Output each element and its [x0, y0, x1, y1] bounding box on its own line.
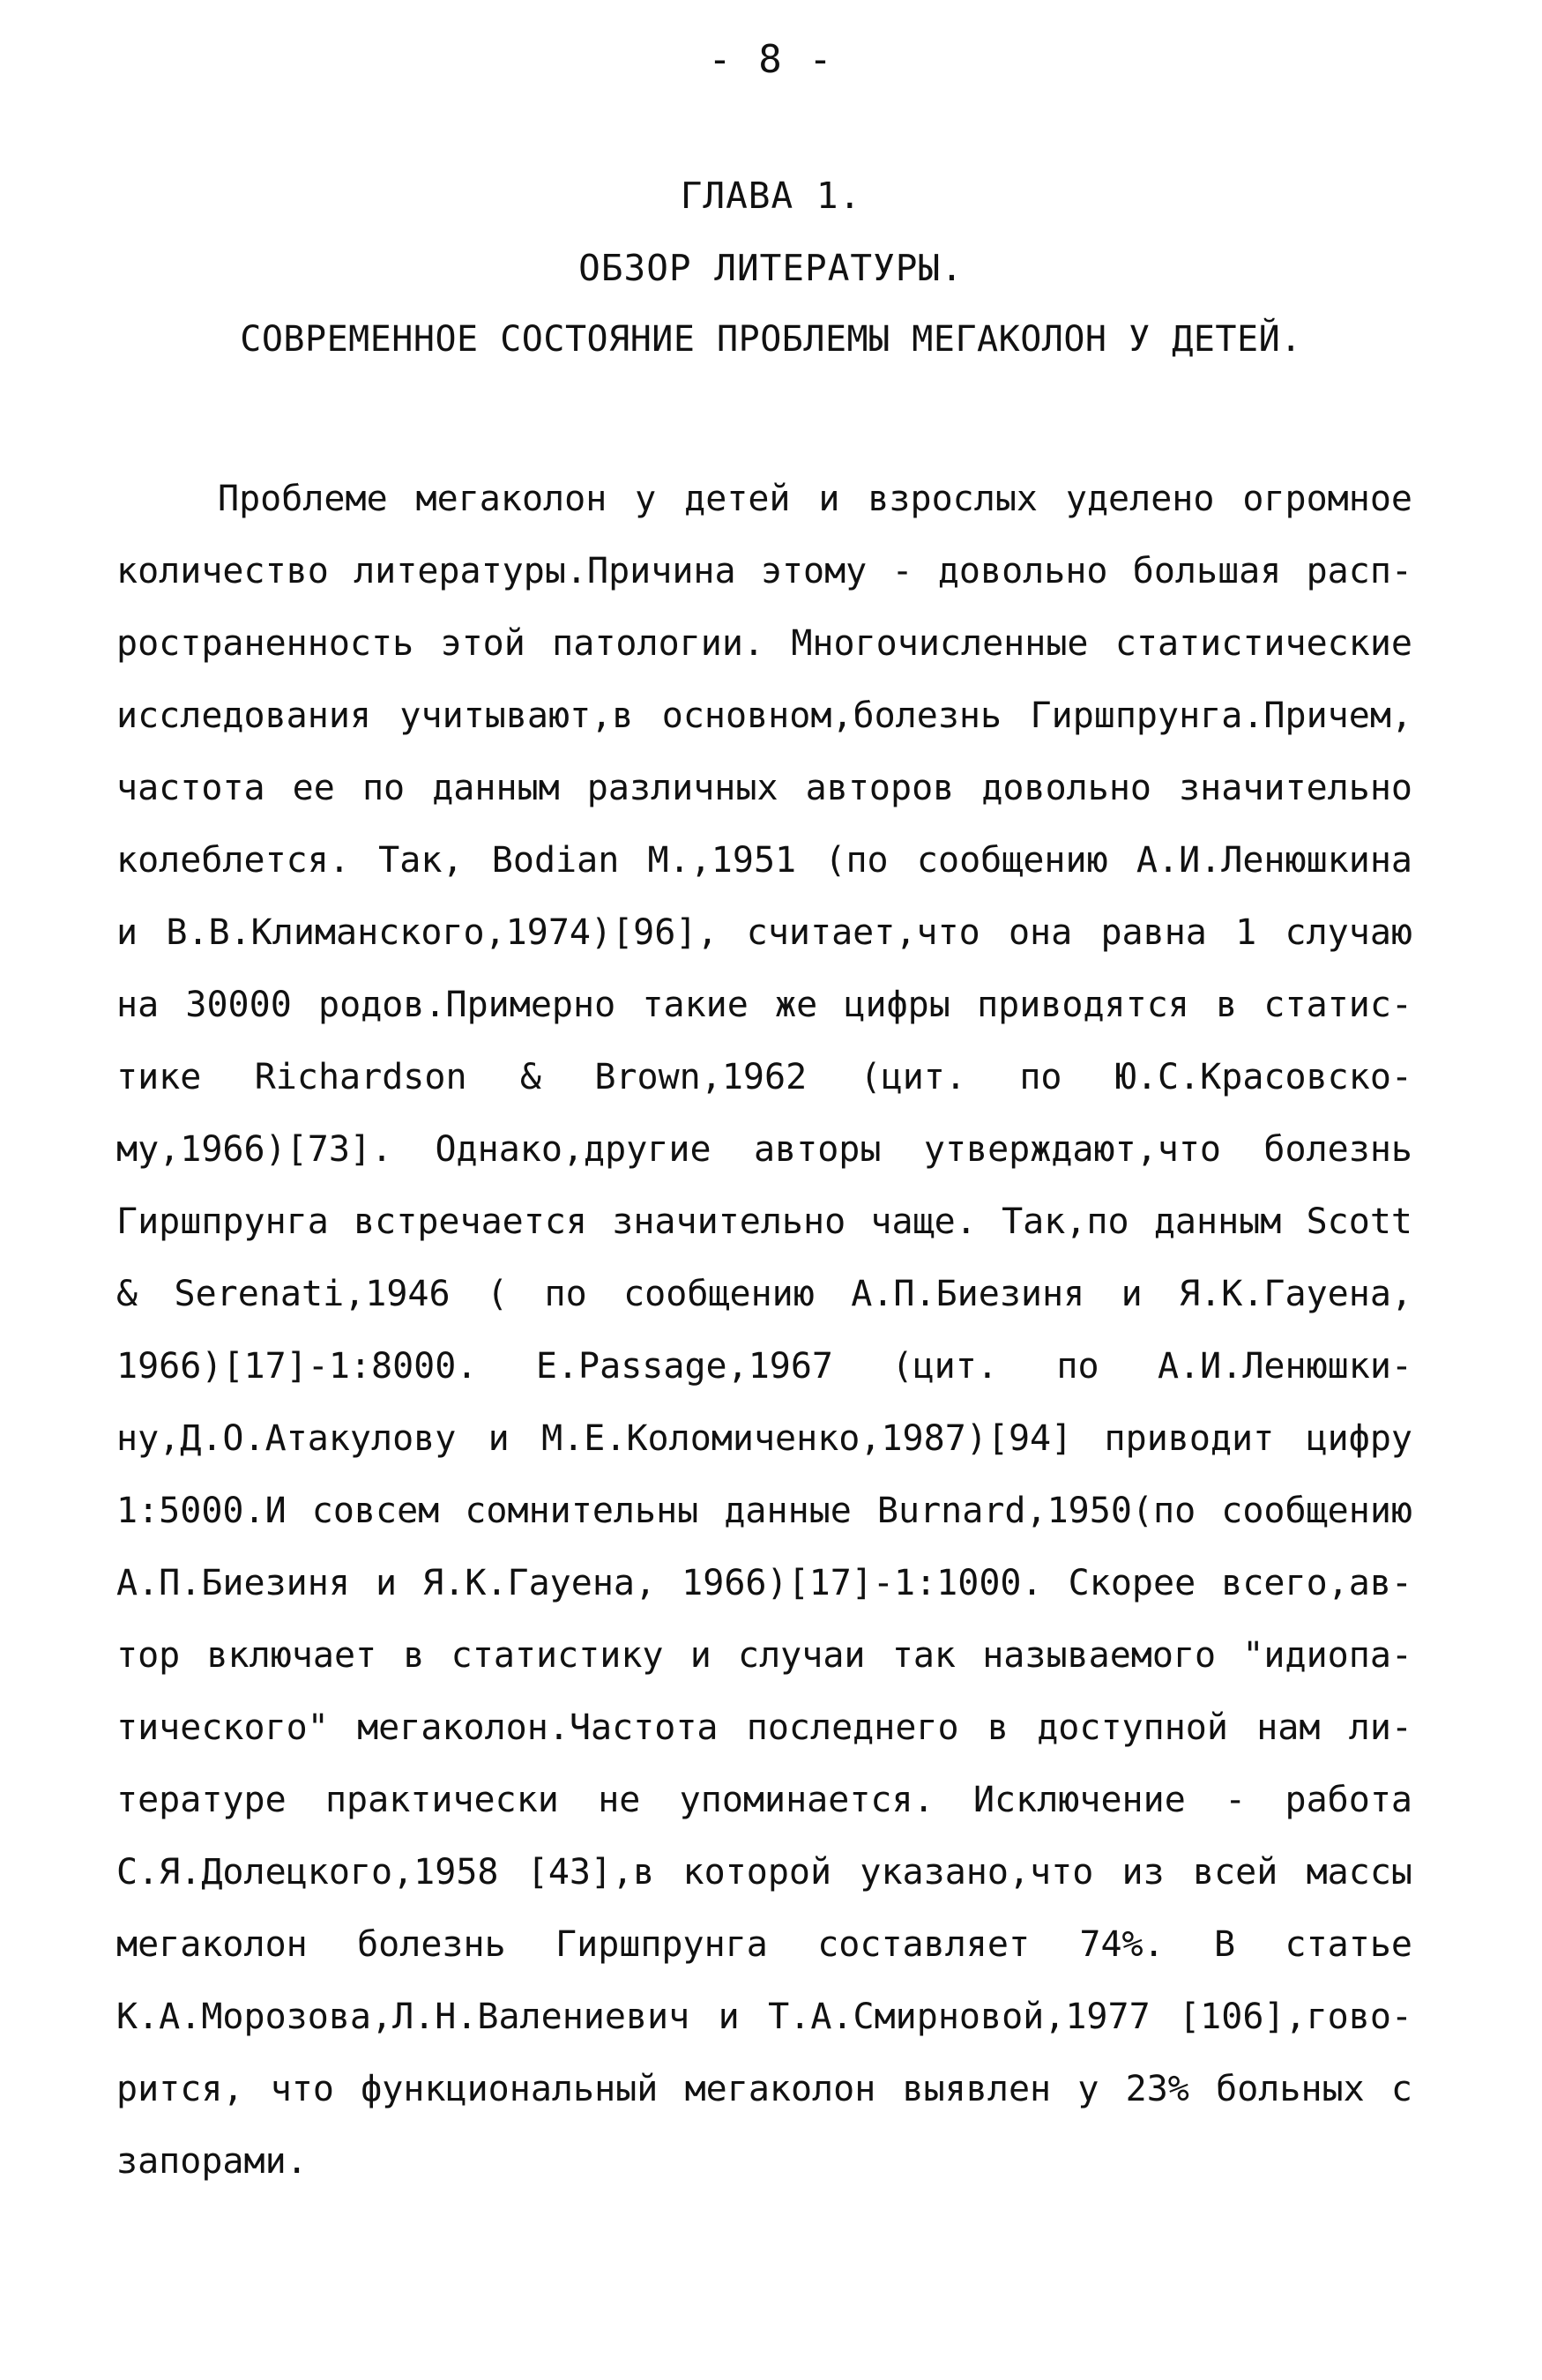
- text-line: Проблеме мегаколон у детей и взрослых уделено огромное: [218, 479, 1412, 519]
- text-line: ну,Д.О.Атакулову и М.Е.Коломиченко,1987)[94] приводит цифру: [116, 1418, 1412, 1459]
- text-line: на 30000 родов.Примерно такие же цифры приводятся в статис-: [116, 985, 1412, 1025]
- text-line: К.А.Морозова,Л.Н.Валениевич и Т.А.Смирновой,1977 [106],гово-: [116, 1997, 1412, 2037]
- chapter-title: ОБЗОР ЛИТЕРАТУРЫ.: [578, 247, 964, 289]
- chapter-subtitle: СОВРЕМЕННОЕ СОСТОЯНИЕ ПРОБЛЕМЫ МЕГАКОЛОН У ДЕТЕЙ.: [240, 319, 1302, 360]
- text-line: мегаколон болезнь Гиршпрунга составляет 74%. В статье: [116, 1924, 1412, 1965]
- text-line: ространенность этой патологии. Многочисленные статистические: [116, 623, 1412, 664]
- text-line: тор включает в статистику и случаи так называемого "идиопа-: [116, 1635, 1412, 1676]
- text-line: рится, что функциональный мегаколон выявлен у 23% больных с: [116, 2069, 1412, 2109]
- text-line: А.П.Биезиня и Я.К.Гауена, 1966)[17]-1:1000. Скорее всего,ав-: [116, 1563, 1412, 1603]
- text-line: запорами.: [116, 2141, 308, 2182]
- chapter-heading: ГЛАВА 1.: [680, 175, 862, 217]
- text-line: 1966)[17]-1:8000. E.Passage,1967 (цит. по А.И.Ленюшки-: [116, 1346, 1412, 1387]
- page-number: - 8 -: [708, 37, 834, 82]
- text-line: тического" мегаколон.Частота последнего в доступной нам ли-: [116, 1707, 1412, 1748]
- text-line: тике Richardson & Brown,1962 (цит. по Ю.С.Красовско-: [116, 1057, 1412, 1097]
- text-line: колеблется. Так, Bodian M.,1951 (по сообщению А.И.Ленюшкина: [116, 840, 1412, 881]
- text-line: исследования учитывают,в основном,болезнь Гиршпрунга.Причем,: [116, 695, 1412, 736]
- text-line: и В.В.Климанского,1974)[96], считает,что она равна 1 случаю: [116, 912, 1412, 953]
- text-line: & Serenati,1946 ( по сообщению А.П.Биезиня и Я.К.Гауена,: [116, 1274, 1412, 1314]
- text-line: С.Я.Долецкого,1958 [43],в которой указано,что из всей массы: [116, 1852, 1412, 1893]
- text-line: количество литературы.Причина этому - довольно большая расп-: [116, 551, 1412, 591]
- body-paragraph: [116, 463, 1412, 2198]
- text-line: му,1966)[73]. Однако,другие авторы утверждают,что болезнь: [116, 1129, 1412, 1170]
- text-line: Гиршпрунга встречается значительно чаще. Так,по данным Scott: [116, 1201, 1412, 1242]
- text-line: тературе практически не упоминается. Исключение - работа: [116, 1780, 1412, 1820]
- text-line: частота ее по данным различных авторов довольно значительно: [116, 768, 1412, 808]
- text-line: 1:5000.И совсем сомнительны данные Burnard,1950(по сообщению: [116, 1491, 1412, 1531]
